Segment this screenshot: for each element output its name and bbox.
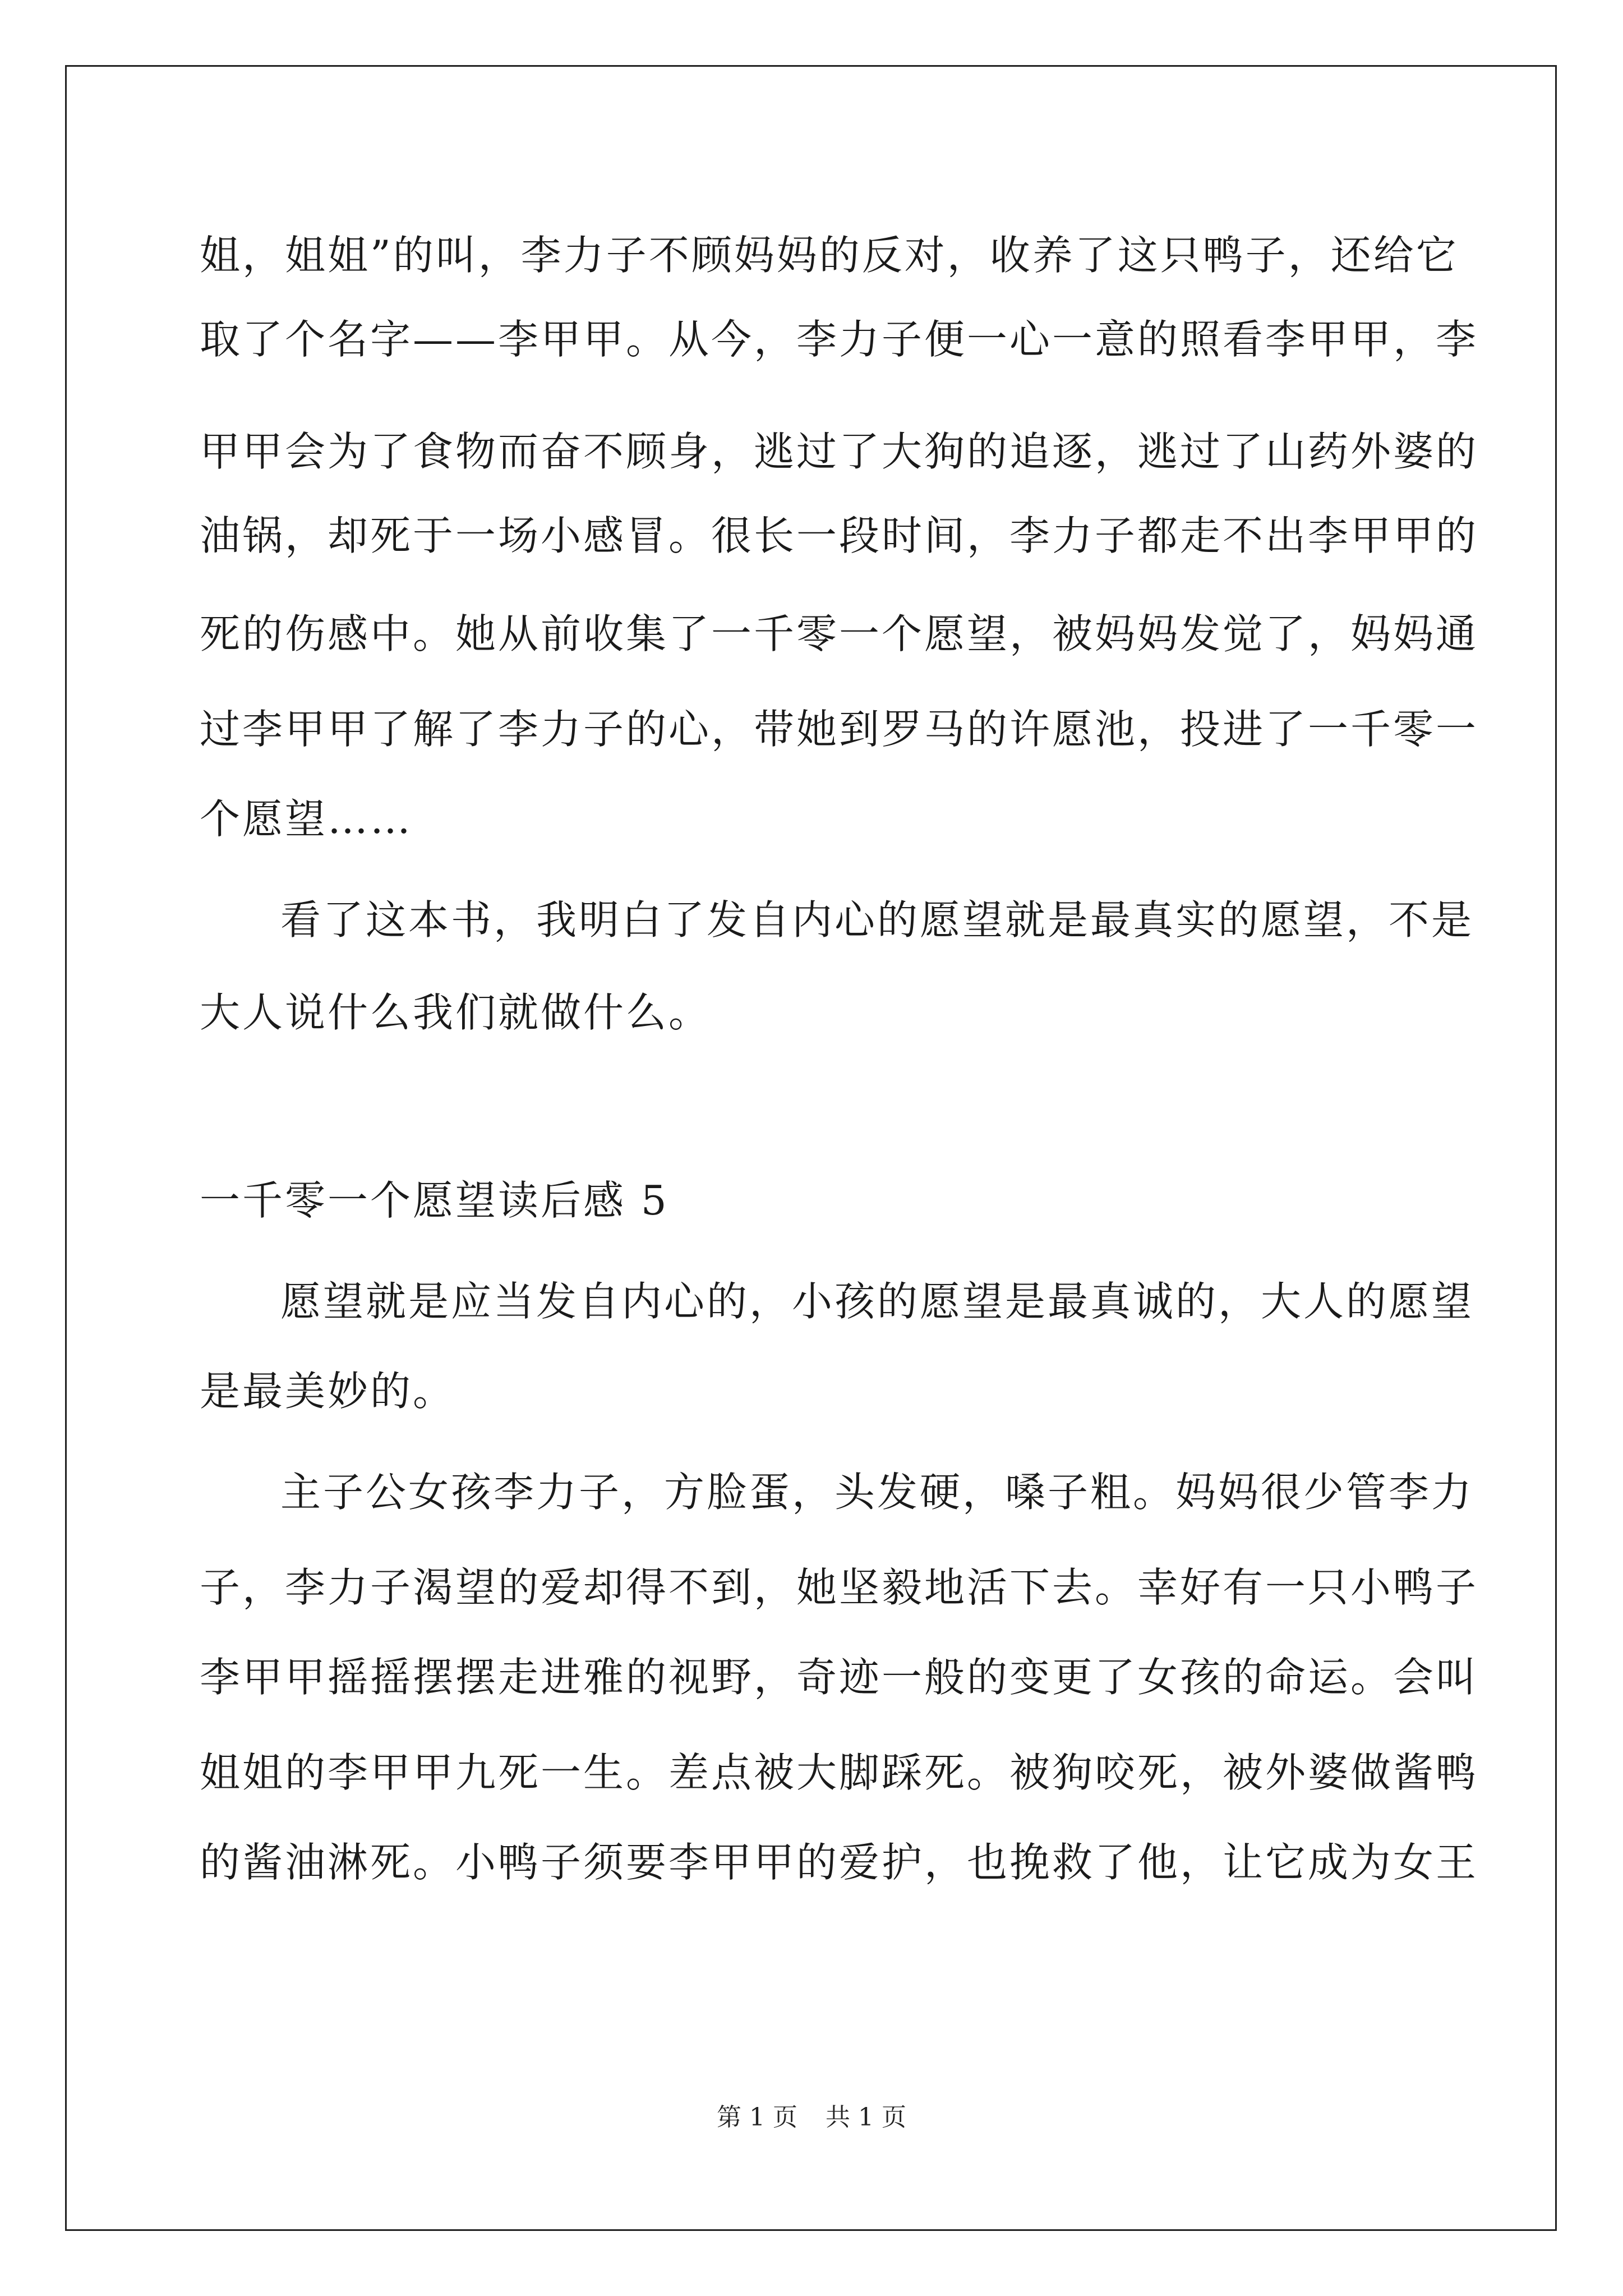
text-line-7: 个愿望…… <box>200 795 413 843</box>
text-line-3: 甲甲会为了食物而奋不顾身，逃过了大狗的追逐，逃过了山药外婆的 <box>200 428 1479 475</box>
text-line-13: 主子公女孩李力子，方脸蛋，头发硬，嗓子粗。妈妈很少管李力 <box>280 1469 1474 1516</box>
text-line-12: 是最美妙的。 <box>200 1368 456 1415</box>
text-line-8: 看了这本书，我明白了发自内心的愿望就是最真实的愿望，不是 <box>280 896 1474 944</box>
page-number: 第 1 页 <box>717 2103 797 2132</box>
page-border <box>65 65 1557 2231</box>
text-line-5: 死的伤感中。她从前收集了一千零一个愿望，被妈妈发觉了，妈妈通 <box>200 610 1479 657</box>
text-line-2: 取了个名字——李甲甲。从今，李力子便一心一意的照看李甲甲，李 <box>200 316 1479 363</box>
page-footer <box>0 2101 1623 2134</box>
text-line-9: 大人说什么我们就做什么。 <box>200 989 712 1036</box>
text-line-17: 的酱油淋死。小鸭子须要李甲甲的爱护，也挽救了他，让它成为女王 <box>200 1839 1479 1886</box>
text-line-15: 李甲甲摇摇摆摆走进雅的视野，奇迹一般的变更了女孩的命运。会叫 <box>200 1654 1479 1701</box>
text-line-11: 愿望就是应当发自内心的，小孩的愿望是最真诚的，大人的愿望 <box>280 1278 1474 1325</box>
text-line-1: 姐，姐姐”的叫，李力子不顾妈妈的反对，收养了这只鸭子，还给它 <box>200 232 1459 279</box>
total-pages: 共 1 页 <box>826 2103 906 2132</box>
section-heading: 一千零一个愿望读后感 5 <box>200 1177 669 1224</box>
text-line-14: 子，李力子渴望的爱却得不到，她坚毅地活下去。幸好有一只小鸭子 <box>200 1564 1479 1611</box>
text-line-16: 姐姐的李甲甲九死一生。差点被大脚踩死。被狗咬死，被外婆做酱鸭 <box>200 1749 1479 1796</box>
text-line-6: 过李甲甲了解了李力子的心，带她到罗马的许愿池，投进了一千零一 <box>200 706 1479 753</box>
text-line-4: 油锅，却死于一场小感冒。很长一段时间，李力子都走不出李甲甲的 <box>200 512 1479 559</box>
